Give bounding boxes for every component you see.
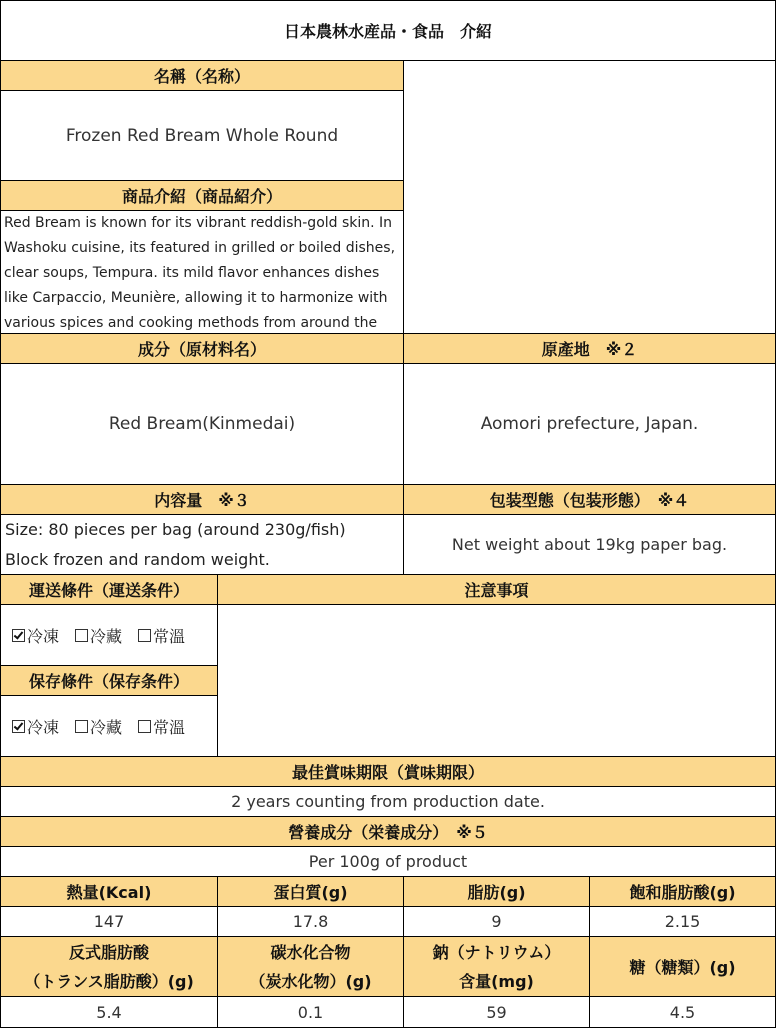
intro-text-cell <box>0 211 404 334</box>
energy-value: 147 <box>0 907 218 937</box>
energy-header: 熱量(Kcal) <box>0 877 218 907</box>
origin-value: Aomori prefecture, Japan. <box>404 364 776 485</box>
fat-value: 9 <box>404 907 590 937</box>
trans-fat-value: 5.4 <box>0 997 218 1028</box>
ingredients-value: Red Bream(Kinmedai) <box>0 364 404 485</box>
notes-header: 注意事項 <box>218 575 776 605</box>
transport-ambient-option[interactable]: 常溫 <box>138 624 185 647</box>
checkbox-checked-icon <box>12 720 25 733</box>
transport-chilled-option[interactable]: 冷藏 <box>75 624 122 647</box>
contents-value-cell <box>0 515 404 575</box>
intro-text: Red Bream is known for its vibrant reddish-gold skin. In Washoku cuisine, its featured in grilled or boiled dishes, clear soups, Tempura. its mild flavor enhances dishes like Carpaccio, Meunière, allowing it to harmonize with various spices and cooking methods from around the <box>4 215 396 331</box>
nutrition-basis: Per 100g of product <box>0 847 776 877</box>
contents-line-1: Size: 80 pieces per bag (around 230g/fish) <box>5 519 346 539</box>
checkbox-empty-icon <box>75 720 88 733</box>
storage-frozen-option[interactable]: 冷凍 <box>12 715 59 738</box>
transport-options <box>0 605 218 666</box>
storage-options <box>0 696 218 757</box>
checkbox-checked-icon <box>12 629 25 642</box>
name-header: 名稱（名称） <box>0 61 404 91</box>
best-before-value: 2 years counting from production date. <box>0 787 776 817</box>
protein-header: 蛋白質(g) <box>218 877 404 907</box>
origin-header: 原產地 ※２ <box>404 334 776 364</box>
sugar-header: 糖（糖類）(g) <box>590 937 776 997</box>
contents-line-2: Block frozen and random weight. <box>5 549 270 569</box>
ingredients-header: 成分（原材料名） <box>0 334 404 364</box>
trans-fat-header: 反式脂肪酸 （トランス脂肪酸）(g) <box>0 937 218 997</box>
best-before-header: 最佳賞味期限（賞味期限） <box>0 757 776 787</box>
sodium-header: 鈉（ナトリウム） 含量(mg) <box>404 937 590 997</box>
packaging-value: Net weight about 19kg paper bag. <box>404 515 776 575</box>
product-image-area <box>404 61 776 334</box>
nutrition-header: 營養成分（栄養成分） ※５ <box>0 817 776 847</box>
checkbox-empty-icon <box>138 629 151 642</box>
notes-value <box>218 605 776 757</box>
storage-header: 保存條件（保存条件） <box>0 666 218 696</box>
contents-header: 内容量 ※３ <box>0 485 404 515</box>
intro-header: 商品介紹（商品紹介） <box>0 181 404 211</box>
name-value: Frozen Red Bream Whole Round <box>0 91 404 181</box>
storage-ambient-option[interactable]: 常溫 <box>138 715 185 738</box>
storage-chilled-option[interactable]: 冷藏 <box>75 715 122 738</box>
carbohydrate-value: 0.1 <box>218 997 404 1028</box>
carbohydrate-header: 碳水化合物 （炭水化物）(g) <box>218 937 404 997</box>
sugar-value: 4.5 <box>590 997 776 1028</box>
saturated-fat-header: 飽和脂肪酸(g) <box>590 877 776 907</box>
saturated-fat-value: 2.15 <box>590 907 776 937</box>
transport-header: 運送條件（運送条件） <box>0 575 218 605</box>
checkbox-empty-icon <box>138 720 151 733</box>
sodium-value: 59 <box>404 997 590 1028</box>
packaging-header: 包装型態（包装形態） ※４ <box>404 485 776 515</box>
protein-value: 17.8 <box>218 907 404 937</box>
fat-header: 脂肪(g) <box>404 877 590 907</box>
transport-frozen-option[interactable]: 冷凍 <box>12 624 59 647</box>
sheet-title: 日本農林水産品・食品 介紹 <box>0 0 776 61</box>
checkbox-empty-icon <box>75 629 88 642</box>
contents-value <box>1 515 350 575</box>
